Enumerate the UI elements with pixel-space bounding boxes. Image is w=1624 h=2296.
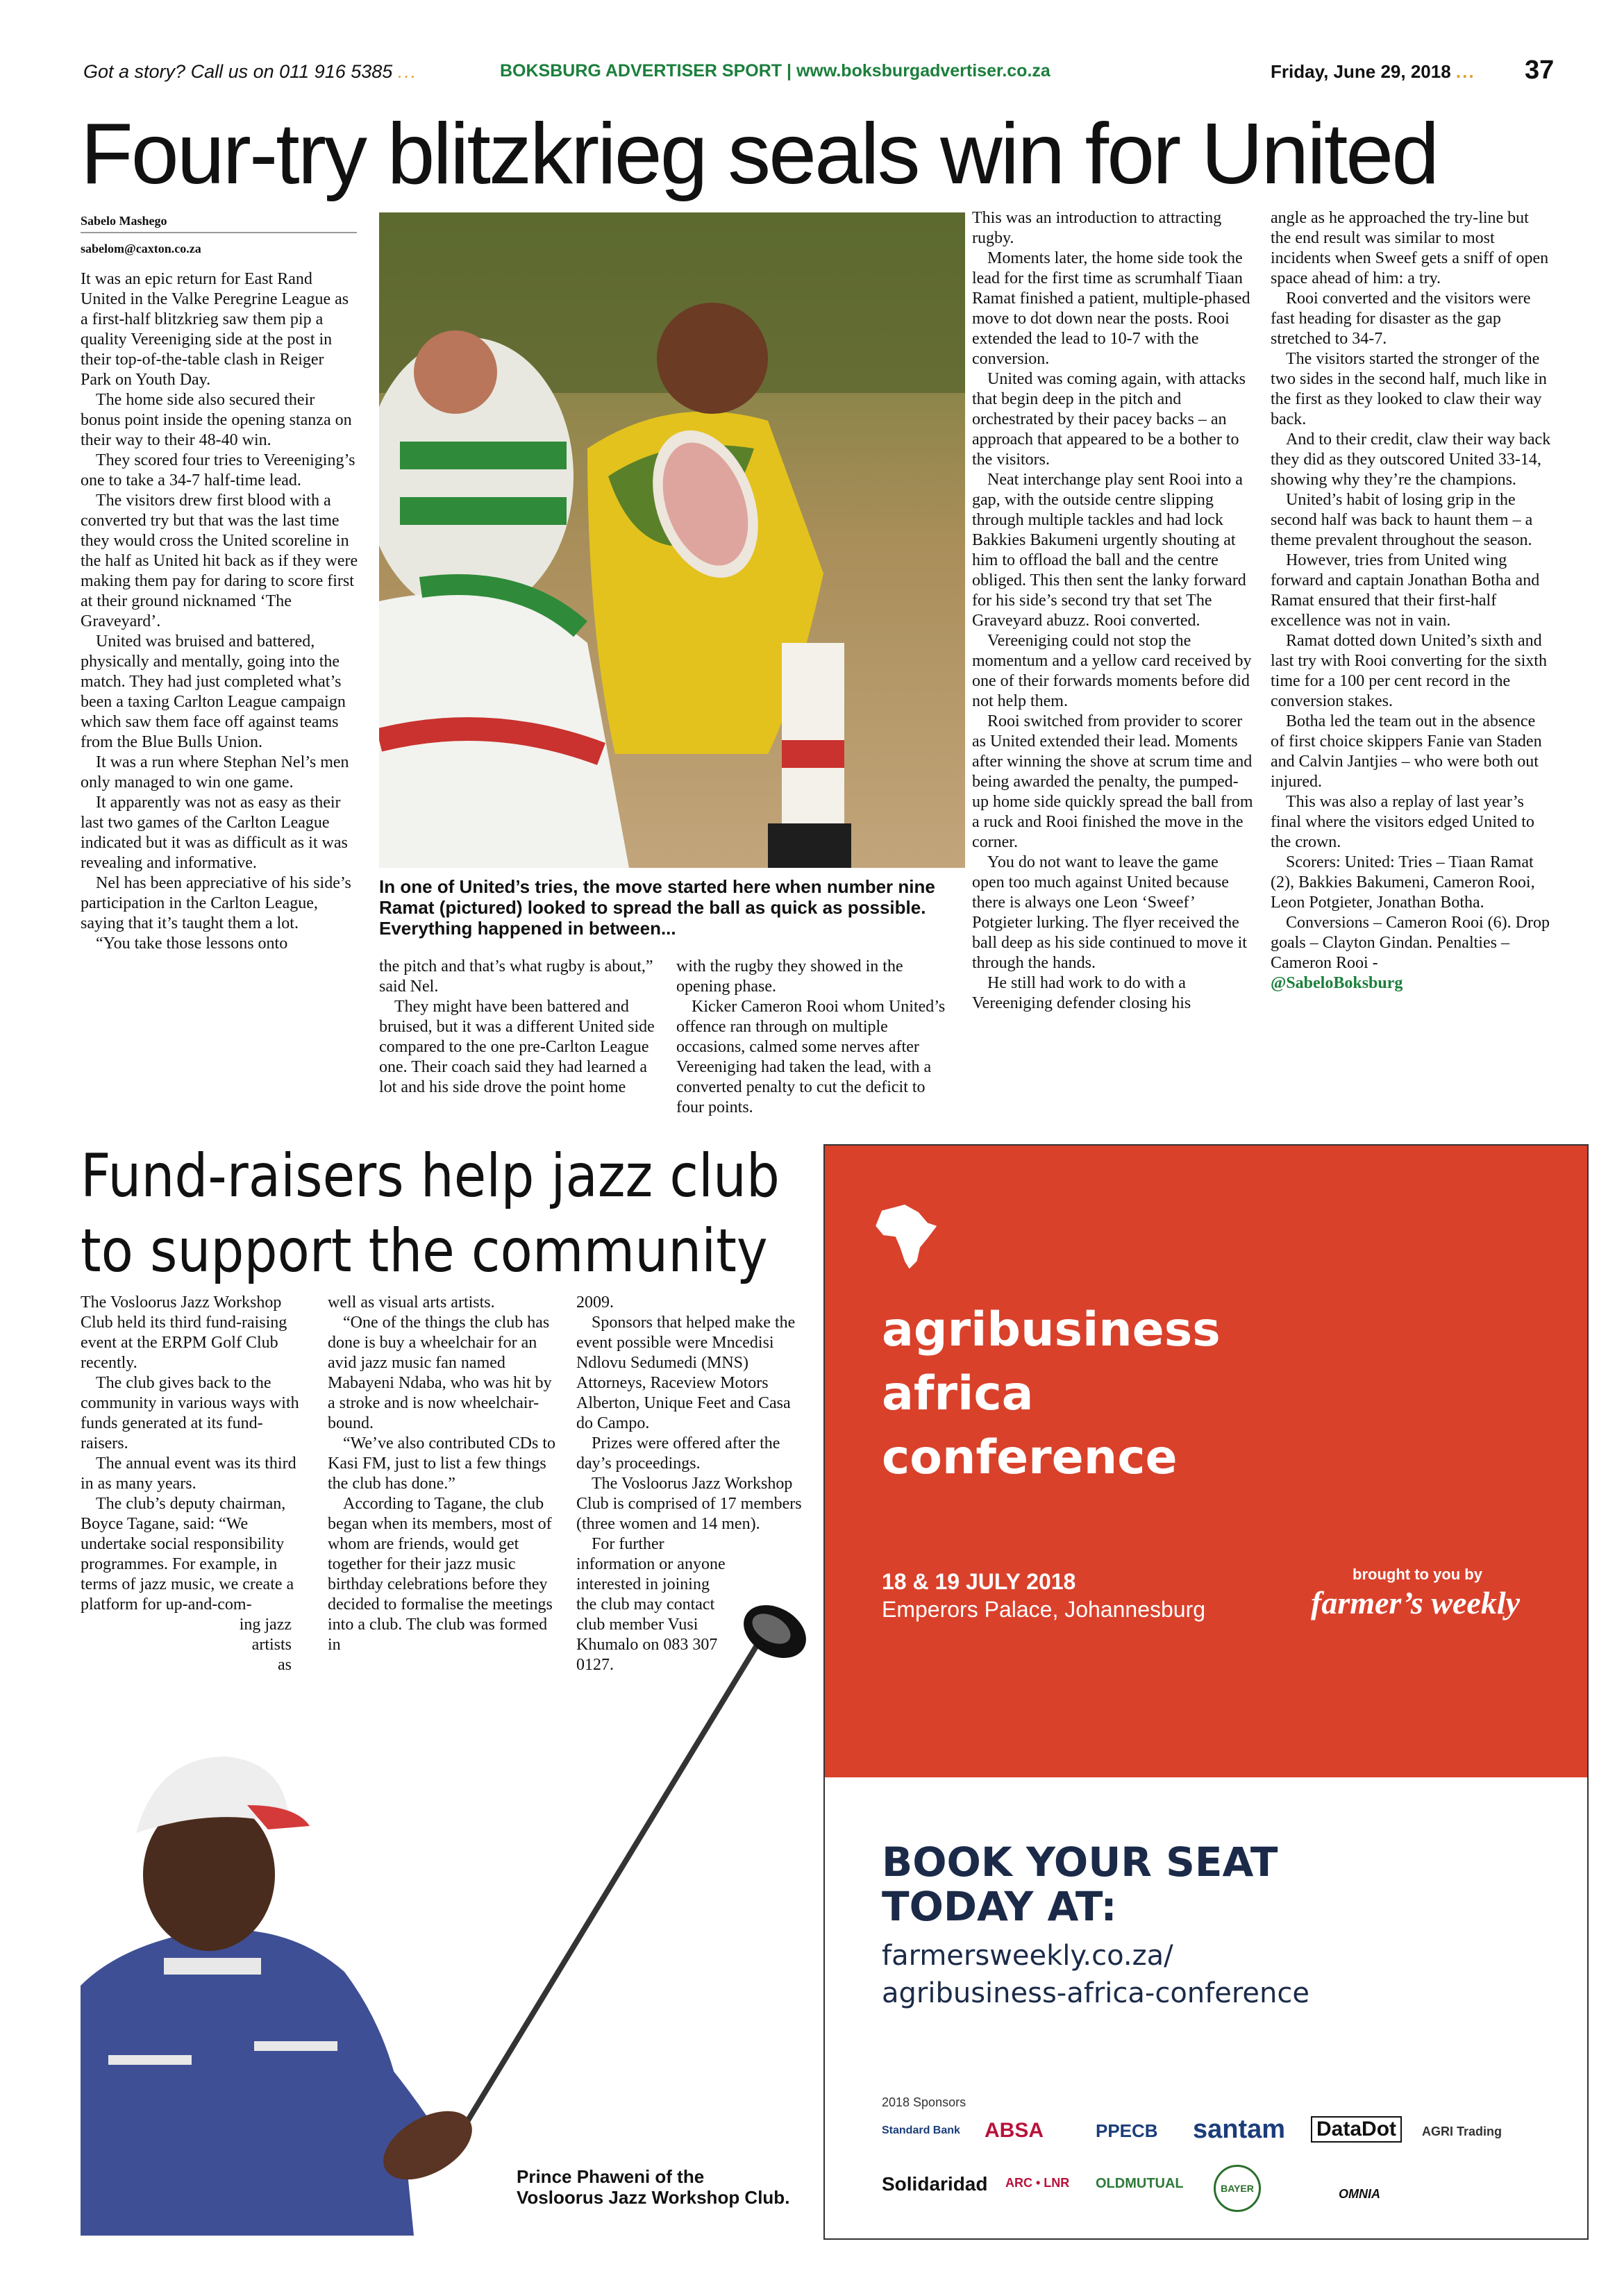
paragraph: The annual event was its third in as many years. <box>81 1455 296 1493</box>
ad-book-line: TODAY AT: <box>882 1883 1117 1930</box>
paragraph: The visitors drew first blood with a converted try but that was the last time they would cross the United scoreline in the half as United hit back as if they were making them pay for daring to score first at their ground nicknamed ‘The Graveyard’. <box>81 492 358 630</box>
paragraph: You do not want to leave the game open too much against United because there is always one Leon ‘Sweef’ Potgieter lurking. The flyer received the ball deep as his side continued to move it through the hands. <box>972 853 1247 972</box>
paragraph: The Vosloorus Jazz Workshop Club held its third fund-raising event at the ERPM Golf Club recently. <box>81 1293 287 1372</box>
ad-book-seat <box>882 1840 1278 1929</box>
ad-title-line: agribusiness <box>882 1302 1221 1357</box>
paragraph: It was an epic return for East Rand United in the Valke Peregrine League as a first-half blitzkrieg saw them pip a quality Vereeniging side at the post in their top-of-the-table clash in Reiger Park on Youth Day. <box>81 270 349 389</box>
article1-column-3 <box>676 957 954 1118</box>
byline-divider <box>81 232 357 233</box>
sponsor-ppecb: PPECB <box>1096 2120 1158 2141</box>
byline: Sabelo Mashego <box>81 214 167 228</box>
africa-map-icon <box>867 1197 943 1273</box>
paragraph-tail: ing jazz <box>239 1616 292 1634</box>
paragraph: The club gives back to the community in various ways with funds generated at its fund-raisers. <box>81 1374 299 1452</box>
article1-column-4 <box>972 208 1254 1014</box>
paragraph: Scorers: United: Tries – Tiaan Ramat (2), Bakkies Bakumeni, Cameron Rooi, Leon Potgieter, Jonathan Botha. <box>1271 853 1535 912</box>
article1-column-2 <box>379 957 657 1098</box>
sponsor-solidaridad: Solidaridad <box>882 2173 988 2195</box>
golfer-photo-caption: Prince Phaweni of the Vosloorus Jazz Workshop Club. <box>517 2166 794 2208</box>
article-headline: Four-try blitzkrieg seals win for United <box>81 106 1438 202</box>
ad-red-panel <box>825 1146 1587 1777</box>
paragraph: It apparently was not as easy as their last two games of the Carlton League indicated but it was as difficult as it was revealing and informative. <box>81 794 348 872</box>
advertisement[interactable] <box>823 1144 1589 2240</box>
paragraph: angle as he approached the try-line but the end result was similar to most incidents when Sweef gets a sniff of open space ahead of him: a try. <box>1271 209 1549 287</box>
ad-url[interactable] <box>882 1937 1309 2012</box>
paragraph: For further information or anyone interested in joining the club may contact club member Vusi Khumalo on 083 307 0127. <box>576 1535 726 1674</box>
article1-column-1 <box>81 269 358 954</box>
jazz-headline <box>81 1139 780 1289</box>
ad-url-line[interactable]: agribusiness-africa-conference <box>882 1977 1309 2009</box>
golfer-illustration <box>81 1597 817 2236</box>
ad-venue: Emperors Palace, Johannesburg <box>882 1597 1206 1622</box>
paragraph: He still had work to do with a Vereeniging defender closing his <box>972 974 1191 1012</box>
paragraph: According to Tagane, the club began when its members, most of whom are friends, would get together for their jazz music birthday celebrations before they decided to formalise the meetings into a club. The club was formed in <box>328 1495 553 1654</box>
rugby-photo-caption: In one of United’s tries, the move started here when number nine Ramat (pictured) looked to spread the ball as quick as possible. Everything happened in between... <box>379 876 935 939</box>
sponsor-absa: ABSA <box>985 2119 1044 2142</box>
paragraph: The Vosloorus Jazz Workshop Club is comprised of 17 members (three women and 14 men). <box>576 1475 802 1533</box>
header-contact: Got a story? Call us on 011 916 5385 ... <box>83 61 418 82</box>
paragraph-tail: artists <box>251 1636 292 1654</box>
paragraph: Sponsors that helped make the event possible were Mncedisi Ndlovu Sedumedi (MNS) Attorneys, Raceview Motors Alberton, Unique Feet and Casa do Campo. <box>576 1314 796 1432</box>
page-number: 37 <box>1525 56 1555 85</box>
sponsor-agri-trading: AGRI Trading <box>1422 2125 1502 2138</box>
twitter-handle[interactable]: @SabeloBoksburg <box>1271 974 1403 992</box>
paragraph: Moments later, the home side took the lead for the first time as scrumhalf Tiaan Ramat finished a patient, multiple-phased move to dot down near the posts. Rooi extended the lead to 10-7 with the conversion. <box>972 249 1250 368</box>
paragraph: Rooi switched from provider to scorer as United extended their lead. Moments after winning the shove at scrum time and being awarded the penalty, the pumped-up home side quickly spread the ball from a ruck and Rooi finished the move in the corner. <box>972 712 1253 851</box>
jazz-headline-line-2: to support the community <box>81 1216 768 1286</box>
paragraph: Prizes were offered after the day’s proceedings. <box>576 1434 780 1473</box>
header-section: BOKSBURG ADVERTISER SPORT | www.boksburgadvertiser.co.za <box>500 61 1050 81</box>
paragraph: Kicker Cameron Rooi whom United’s offence ran through on multiple occasions, calmed some nerves after Vereeniging had taken the lead, with a converted penalty to cut the deficit to four points. <box>676 998 946 1116</box>
header-date: Friday, June 29, 2018 ... <box>1271 61 1475 82</box>
article1-column-5 <box>1271 208 1551 994</box>
sponsor-old-mutual: OLDMUTUAL <box>1096 2176 1184 2191</box>
paragraph: Ramat dotted down United’s sixth and last try with Rooi converting for the sixth time for a 100 per cent record in the conversion stakes. <box>1271 632 1547 710</box>
paragraph: Rooi converted and the visitors were fast heading for disaster as the gap stretched to 34-7. <box>1271 290 1531 348</box>
jazz-headline-line-1: Fund-raisers help jazz club <box>81 1141 780 1211</box>
paragraph: Neat interchange play sent Rooi into a gap, with the outside centre slipping through multiple tackles and had lock Bakkies Bakumeni urgently shouting at him to offload the ball and the centre obliged. This then sent the lanky forward for his side’s second try that set The Graveyard abuzz. Rooi converted. <box>972 471 1246 630</box>
paragraph: United was bruised and battered, physically and mentally, going into the match. They had just completed what’s been a taxing Carlton League campaign which saw them face off against teams from the Blue Bulls Union. <box>81 632 346 751</box>
paragraph: United was coming again, with attacks that begin deep in the pitch and orchestrated by their pacey backs – an approach that appeared to be a bother to the visitors. <box>972 370 1246 469</box>
paragraph: “We’ve also contributed CDs to Kasi FM, just to list a few things the club has done.” <box>328 1434 555 1493</box>
paragraph: The visitors started the stronger of the two sides in the second half, much like in the first as they looked to claw their way back. <box>1271 350 1547 428</box>
paragraph: Vereeniging could not stop the momentum and a yellow card received by one of their forwards moments before did not help them. <box>972 632 1252 710</box>
paragraph: They might have been battered and bruised, but it was a different United side compared to the one pre-Carlton League one. Their coach said they had learned a lot and his side drove the point home <box>379 998 655 1096</box>
sponsor-bayer: BAYER <box>1214 2165 1261 2212</box>
paragraph: The home side also secured their bonus point inside the opening stanza on their way to their 48-40 win. <box>81 391 352 449</box>
paragraph: And to their credit, claw their way back they did as they outscored United 33-14, showing why they’re the champions. <box>1271 430 1551 489</box>
sponsor-standard-bank: Standard Bank <box>882 2125 960 2136</box>
paragraph: They scored four tries to Vereeniging’s one to take a 34-7 half-time lead. <box>81 451 355 489</box>
ad-brought-by: brought to you by <box>1353 1566 1482 1583</box>
paragraph: It was a run where Stephan Nel’s men only managed to win one game. <box>81 753 349 791</box>
ad-date: 18 & 19 JULY 2018 <box>882 1569 1076 1594</box>
golfer-photo <box>81 1597 817 2236</box>
paragraph: This was also a replay of last year’s final where the visitors edged United to the crown. <box>1271 793 1534 851</box>
paragraph: United’s habit of losing grip in the second half was back to haunt them – a theme prevalent throughout the season. <box>1271 491 1533 549</box>
paragraph: Nel has been appreciative of his side’s participation in the Carlton League, saying that it’s taught them a lot. <box>81 874 351 932</box>
ad-title <box>882 1298 1221 1490</box>
farmers-weekly-logo: farmer’s weekly <box>1311 1585 1521 1620</box>
sponsor-arc-lnr: ARC • LNR <box>1005 2176 1070 2190</box>
sponsors-title: 2018 Sponsors <box>882 2095 966 2109</box>
sponsor-omnia: OMNIA <box>1339 2187 1380 2201</box>
paragraph: 2009. <box>576 1293 614 1312</box>
rugby-photo <box>379 212 965 868</box>
paragraph: This was an introduction to attracting rugby. <box>972 209 1222 247</box>
author-email[interactable]: sabelom@caxton.co.za <box>81 242 201 255</box>
ad-book-line: BOOK YOUR SEAT <box>882 1838 1278 1886</box>
sponsor-datadot: DataDot <box>1311 2116 1402 2143</box>
paragraph-tail: as <box>278 1656 292 1674</box>
paragraph: However, tries from United wing forward and captain Jonathan Botha and Ramat ensured that their first-half excellence was not in vain. <box>1271 551 1540 630</box>
ad-title-line: conference <box>882 1430 1178 1485</box>
paragraph: “One of the things the club has done is buy a wheelchair for an avid jazz music fan named Mabayeni Ndaba, who was hit by a stroke and is now wheelchair-bound. <box>328 1314 552 1432</box>
paragraph: “You take those lessons onto <box>96 935 288 953</box>
paragraph: well as visual arts artists. <box>328 1293 495 1312</box>
paragraph: Botha led the team out in the absence of first choice skippers Fanie van Staden and Calvin Jantjies – who were both out injured. <box>1271 712 1542 791</box>
paragraph: the pitch and that’s what rugby is about,” said Nel. <box>379 957 653 996</box>
paragraph: with the rugby they showed in the opening phase. <box>676 957 903 996</box>
ad-title-line: africa <box>882 1366 1034 1421</box>
paragraph: Conversions – Cameron Rooi (6). Drop goals – Clayton Gindan. Penalties – Cameron Rooi - <box>1271 914 1550 972</box>
ad-url-line[interactable]: farmersweekly.co.za/ <box>882 1940 1173 1972</box>
paragraph: The club’s deputy chairman, Boyce Tagane, said: “We undertake social responsibility programmes. For example, in terms of jazz music, we create a platform for up-and-com- <box>81 1495 294 1614</box>
rugby-photo-illustration <box>379 212 965 868</box>
sponsor-santam: santam <box>1193 2115 1286 2144</box>
